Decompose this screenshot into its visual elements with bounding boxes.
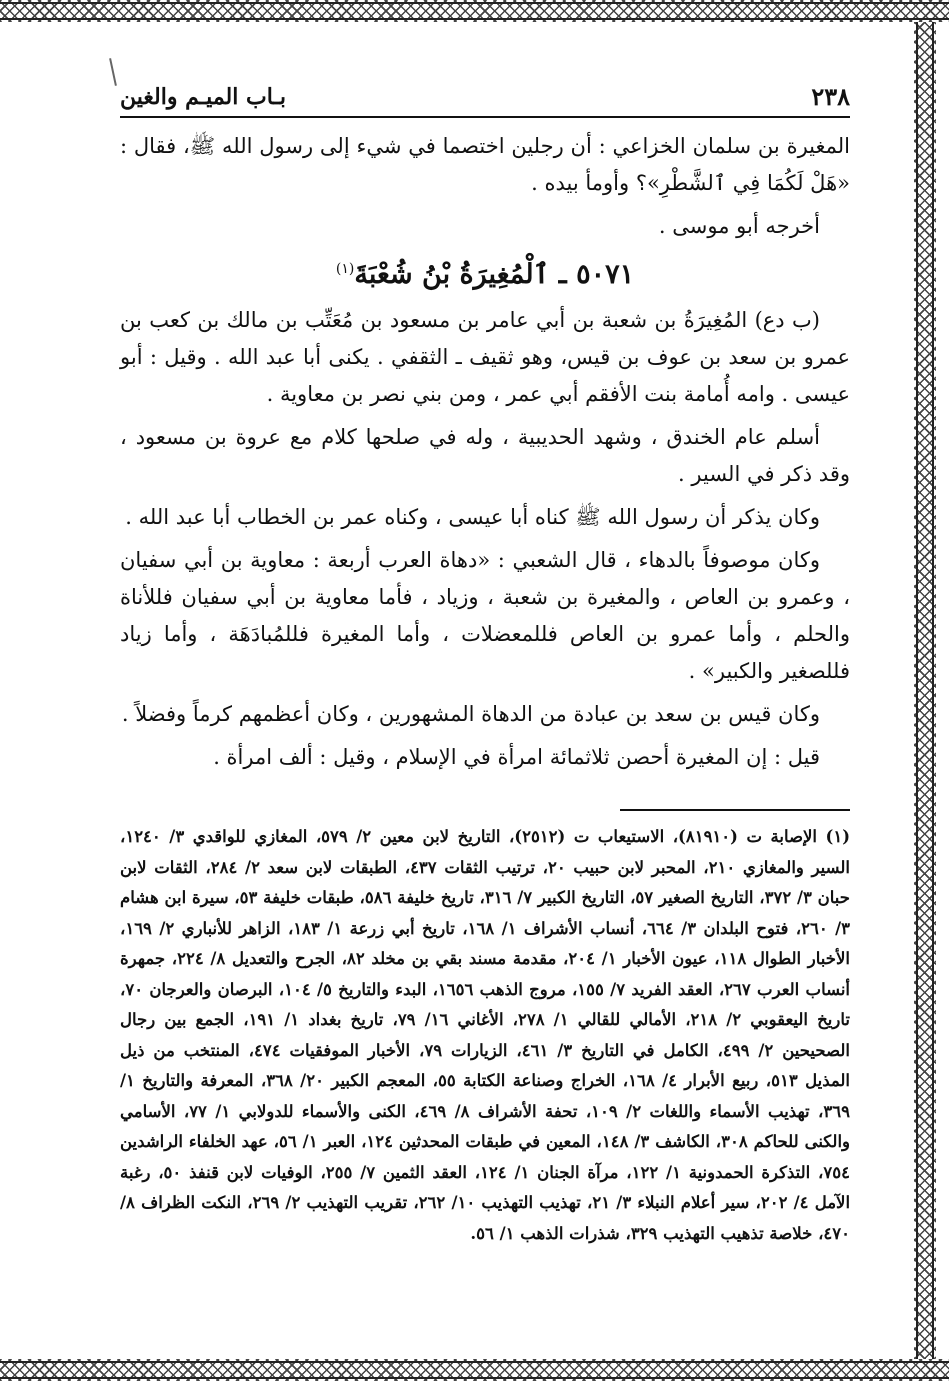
paragraph-4: أسلم عام الخندق ، وشهد الحديبية ، وله في صلحها كلام مع عروة بن مسعود ، وقد ذكر في السير . — [120, 425, 850, 486]
right-ornamental-border — [914, 22, 936, 1359]
paragraph-1: المغيرة بن سلمان الخزاعي : أن رجلين اختصما في شيء إلى رسول الله ﷺ، فقال : «هَلْ لَكُمَا فِي ٱلشَّطْرِ»؟ وأومأ بيده . — [120, 134, 850, 195]
page-body — [120, 128, 850, 782]
bottom-ornamental-border — [0, 1359, 949, 1381]
footnote-separator — [620, 809, 850, 811]
page-header — [120, 82, 850, 118]
paragraph-6: وكان موصوفاً بالدهاء ، قال الشعبي : «دهاة العرب أربعة : معاوية بن أبي سفيان ، وعمرو بن العاص ، والمغيرة بن شعبة ، وزياد ، فأما معاوية بن أبي سفيان فللأناة والحلم ، وأما عمرو بن العاص فللمعضلات ، وأما المغيرة فللمُبادَهَة ، وأما زياد فللصغير والكبير» . — [120, 548, 850, 683]
page-number: ٢٣٨ — [811, 82, 850, 111]
footnote-ref: (١) — [335, 261, 355, 277]
entry-title-text: ٥٠٧١ ـ ٱلْمُغِيرَةُ بْنُ شُعْبَةَ — [354, 259, 635, 290]
entry-title — [120, 259, 850, 290]
paragraph-2: أخرجه أبو موسى . — [658, 214, 820, 238]
chapter-title: بـاب الميـم والغين — [120, 84, 286, 110]
margin-pen-mark — [109, 58, 117, 86]
paragraph-5: وكان يذكر أن رسول الله ﷺ كناه أبا عيسى ، وكناه عمر بن الخطاب أبا عبد الله . — [125, 505, 820, 529]
paragraph-3: (ب دع) المُغِيرَةُ بن شعبة بن أبي عامر بن مسعود بن مُعَتِّب بن مالك بن كعب بن عمرو بن سعد بن عوف بن قيس، وهو ثقيف ـ الثقفي . يكنى أبا عبد الله . وقيل : أبو عيسى . وامه أُمامة بنت الأفقم أبي عمر ، ومن بني نصر بن معاوية . — [120, 308, 850, 406]
paragraph-8: قيل : إن المغيرة أحصن ثلاثمائة امرأة في الإسلام ، وقيل : ألف امرأة . — [213, 745, 820, 769]
paragraph-7: وكان قيس بن سعد بن عبادة من الدهاة المشهورين ، وكان أعظمهم كرماً وفضلاً . — [121, 702, 820, 726]
top-ornamental-border — [0, 0, 949, 22]
footnote: (١) الإصابة ت (٨١٩١٠)، الاستيعاب ت (٢٥١٢)، التاريخ لابن معين ٢/ ٥٧٩، المغازي للواقدي ٣/ ١٢٤٠، السير والمغازي ٢١٠، المحبر لابن حبيب ٢٠، ترتيب الثقات ٤٣٧، الطبقات لابن سعد ٢/ ٢٨٤، الثقات لابن حبان ٣/ ٣٧٢، التاريخ الصغير ٥٧، التاريخ الكبير ٧/ ٣١٦، تاريخ خليفة ٥٨٦، طبقات خليفة ٥٣، سيرة ابن هشام ٣/ ٢٦٠، فتوح البلدان ٣/ ٦٦٤، أنساب الأشراف ١/ ١٦٨، تاريخ أبي زرعة ١/ ١٨٣، الزاهر للأنباري ٢/ ١٦٩، الأخبار الطوال ١١٨، عيون الأخبار ١/ ٢٠٤، مقدمة مسند بقي بن مخلد ٨٢، الجرح والتعديل ٨/ ٢٢٤، جمهرة أنساب العرب ٢٦٧، العقد الفريد ٧/ ١٥٥، مروج الذهب ١٦٥٦، البدء والتاريخ ٥/ ١٠٤، البرصان والعرجان ٧٠، تاريخ اليعقوبي ٢/ ٢١٨، الأمالي للقالي ١/ ٢٧٨، الأغاني ١٦/ ٧٩، تاريخ بغداد ١/ ١٩١، الجمع بين رجال الصحيحين ٢/ ٤٩٩، الكامل في التاريخ ٣/ ٤٦١، الزيارات ٧٩، الأخبار الموفقيات ٤٧٤، المنتخب من ذيل المذيل ٥١٣، ربيع الأبرار ٤/ ١٦٨، الخراج وصناعة الكتابة ٥٥، المعجم الكبير ٢٠/ ٣٦٨، المعرفة والتاريخ ١/ ٣٦٩، تهذيب الأسماء واللغات ٢/ ١٠٩، تحفة الأشراف ٨/ ٤٦٩، الكنى والأسماء للدولابي ١/ ٧٧، الأسامي والكنى للحاكم ٣٠٨، الكاشف ٣/ ١٤٨، المعين في طبقات المحدثين ١٢٤، العبر ١/ ٥٦، عهد الخلفاء الراشدين ٧٥٤، التذكرة الحمدونية ١/ ١٢٢، مرآة الجنان ١/ ١٢٤، العقد الثمين ٧/ ٢٥٥، الوفيات لابن قنفذ ٥٠، رغبة الآمل ٤/ ٢٠٢، سير أعلام النبلاء ٣/ ٢١، تهذيب التهذيب ١٠/ ٢٦٢، تقريب التهذيب ٢/ ٢٦٩، النكت الظراف ٨/ ٤٧٠، خلاصة تذهيب التهذيب ٣٢٩، شذرات الذهب ١/ ٥٦. — [120, 827, 851, 1243]
